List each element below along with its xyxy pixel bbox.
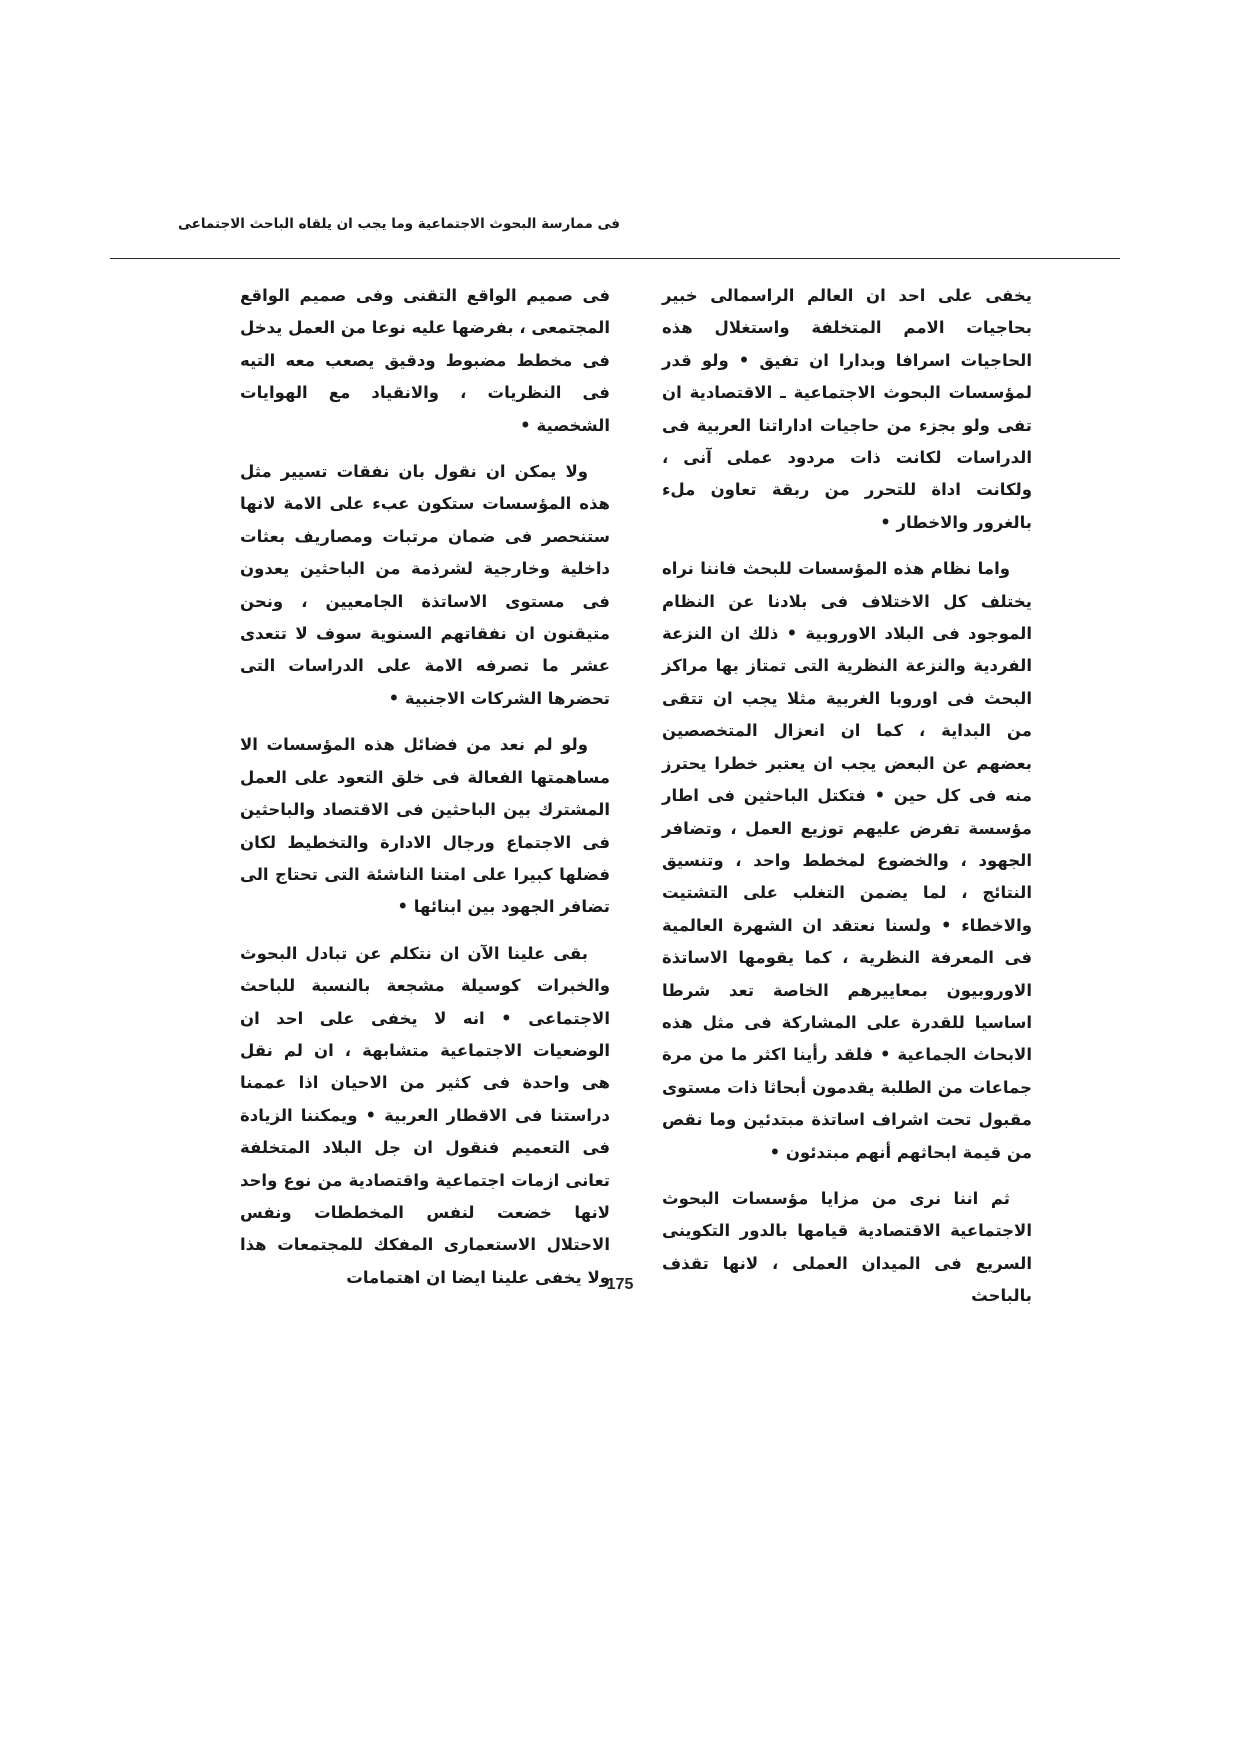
running-head: فى ممارسة البحوث الاجتماعية وما يجب ان يلقاه الباحث الاجتماعى	[177, 216, 620, 232]
header-rule	[110, 258, 1120, 259]
paragraph: ولا يمكن ان نقول بان نفقات تسيير مثل هذه المؤسسات ستكون عبء على الامة لانها ستنحصر فى ضمان مرتبات ومصاريف بعثات داخلية وخارجية لشرذمة من الباحثين يعدون فى مستوى الاساتذة الجامعيين ، ونحن متيقنون ان نفقاتهم السنوية سوف لا تتعدى عشر ما تصرفه الامة على الدراسات التى تحضرها الشركات الاجنبية •	[240, 462, 610, 708]
paragraph: يخفى على احد ان العالم الراسمالى خبير بحاجيات الامم المتخلفة واستغلال هذه الحاجيات اسرافا وبدارا ان تفيق • ولو قدر لمؤسسات البحوث الاجتماعية ـ الاقتصادية ان تفى ولو بجزء من حاجيات اداراتنا العربية فى الدراسات لكانت ذات مردود عملى آنى ، ولكانت اداة للتحرر من ربقة تعاون ملء بالغرور والاخطار •	[662, 286, 1032, 532]
paragraph: واما نظام هذه المؤسسات للبحث فاننا نراه يختلف كل الاختلاف فى بلادنا عن النظام الموجود فى البلاد الاوروبية • ذلك ان النزعة الفردية والنزعة النظرية التى تمتاز بها مراكز البحث فى اوروبا الغربية مثلا يجب ان تتقى من البداية ، كما ان انعزال المتخصصين بعضهم عن البعض يجب ان يعتبر خطرا يحترز منه فى كل حين • فتكتل الباحثين فى اطار مؤسسة تفرض عليهم توزيع العمل ، وتضافر الجهود ، والخضوع لمخطط واحد ، وتنسيق النتائج ، لما يضمن التغلب على التشتيت والاخطاء • ولسنا نعتقد ان الشهرة العالمية فى المعرفة النظرية ، كما يقومها الاساتذة الاوروبيون بمعاييرهم الخاصة تعد شرطا اساسيا للقدرة على المشاركة فى مثل هذه الابحاث الجماعية • فلقد رأينا اكثر ما من مرة جماعات من الطلبة يقدمون أبحاثا ذات مستوى مقبول تحت اشراف اساتذة مبتدئين وما نقص من قيمة ابحاثهم أنهم مبتدئون •	[662, 559, 1032, 1162]
right-text-column	[662, 280, 1032, 1327]
left-text-column	[240, 280, 610, 1308]
page-number: 175	[606, 1276, 634, 1293]
paragraph: فى صميم الواقع التقنى وفى صميم الواقع المجتمعى ، بفرضها عليه نوعا من العمل يدخل فى مخطط مضبوط ودقيق يصعب معه التيه فى النظريات ، والانقياد مع الهوايات الشخصية •	[240, 286, 610, 435]
paragraph: بقى علينا الآن ان نتكلم عن تبادل البحوث والخبرات كوسيلة مشجعة بالنسبة للباحث الاجتماعى • انه لا يخفى على احد ان الوضعيات الاجتماعية متشابهة ، ان لم نقل هى واحدة فى كثير من الاحيان اذا عممنا دراستنا فى الاقطار العربية • ويمكننا الزيادة فى التعميم فنقول ان جل البلاد المتخلفة تعانى ازمات اجتماعية واقتصادية من نوع واحد لانها خضعت لنفس المخططات ونفس الاحتلال الاستعمارى المفكك للمجتمعات هذا ولا يخفى علينا ايضا ان اهتمامات	[240, 943, 610, 1287]
paragraph: ثم اننا نرى من مزايا مؤسسات البحوث الاجتماعية الاقتصادية قيامها بالدور التكوينى السريع فى الميدان العملى ، لانها تقذف بالباحث	[662, 1188, 1032, 1306]
paragraph: ولو لم نعد من فضائل هذه المؤسسات الا مساهمتها الفعالة فى خلق التعود على العمل المشترك بين الباحثين فى الاقتصاد والباحثين فى الاجتماع ورجال الادارة والتخطيط لكان فضلها كبيرا على امتنا الناشئة التى تحتاج الى تضافر الجهود بين ابنائها •	[240, 735, 610, 917]
